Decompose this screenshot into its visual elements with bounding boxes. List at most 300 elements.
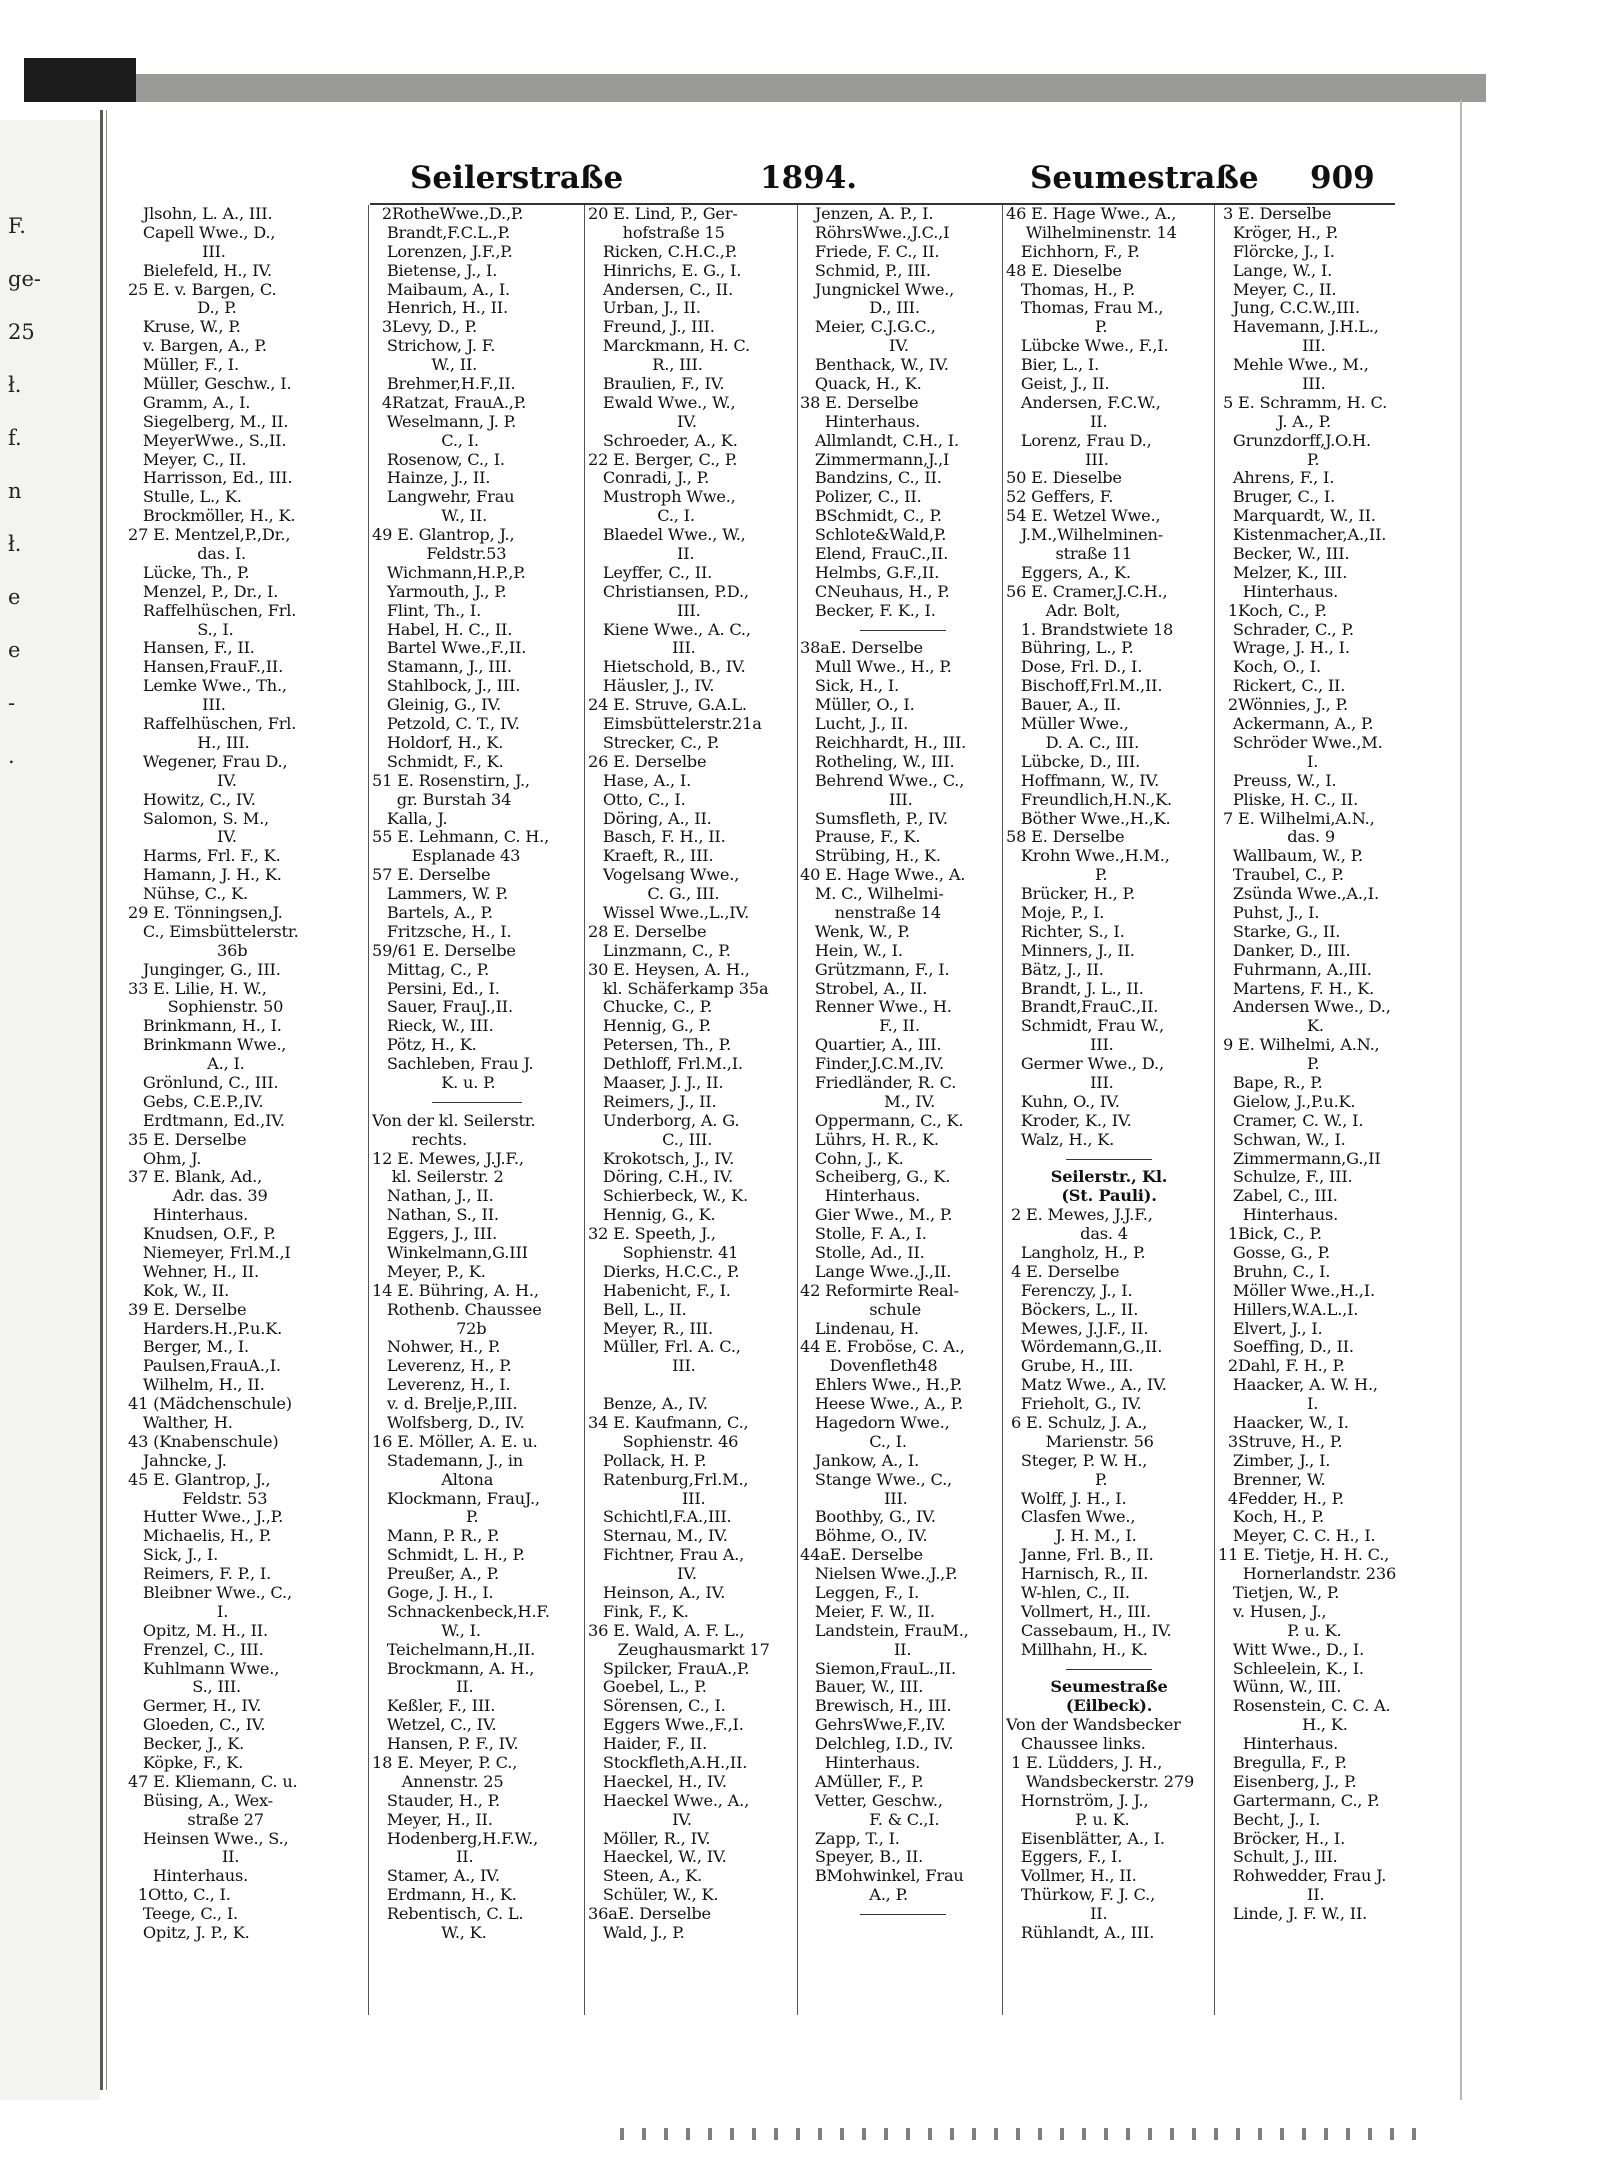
directory-entry: Zabel, C., III. bbox=[1218, 1187, 1338, 1206]
directory-entry: Wördemann,G.,II. bbox=[1006, 1338, 1163, 1357]
directory-entry: 3 E. Derselbe bbox=[1218, 205, 1332, 223]
directory-entry: Sachleben, Frau J. bbox=[372, 1055, 534, 1074]
directory-entry: Schierbeck, W., K. bbox=[588, 1187, 748, 1206]
directory-entry: Mustroph Wwe., bbox=[588, 488, 736, 507]
directory-entry: 36 E. Wald, A. F. L., bbox=[588, 1621, 745, 1640]
directory-entry: Reimers, J., II. bbox=[588, 1092, 717, 1111]
directory-entry: III. bbox=[588, 601, 701, 620]
directory-entry: Chucke, C., P. bbox=[588, 998, 713, 1017]
directory-entry: Eggers, F., I. bbox=[1006, 1848, 1123, 1867]
directory-entry: Benze, A., IV. bbox=[588, 1395, 708, 1414]
directory-entry: Hinterhaus. bbox=[800, 412, 921, 431]
directory-entry: IV. bbox=[800, 337, 909, 356]
section-rule bbox=[1006, 1660, 1212, 1679]
directory-entry: 1Otto, C., I. bbox=[128, 1886, 231, 1905]
directory-entry: Fink, F., K. bbox=[588, 1602, 689, 1621]
directory-entry: Müller Wwe., bbox=[1006, 715, 1129, 734]
directory-entry: Lücke, Th., P. bbox=[128, 563, 250, 582]
directory-entry: Berger, M., I. bbox=[128, 1338, 249, 1357]
directory-entry: P. bbox=[1006, 1470, 1108, 1489]
directory-entry: Brinkmann, H., I. bbox=[128, 1017, 282, 1036]
directory-entry: 18 E. Meyer, P. C., bbox=[372, 1754, 518, 1773]
directory-entry: Mull Wwe., H., P. bbox=[800, 658, 952, 677]
directory-entry: 25 E. v. Bargen, C. bbox=[128, 280, 277, 299]
directory-entry: Thürkow, F. J. C., bbox=[1006, 1886, 1156, 1905]
directory-entry: III. bbox=[128, 242, 226, 261]
directory-entry: III. bbox=[588, 1489, 706, 1508]
directory-entry: Heese Wwe., A., P. bbox=[800, 1395, 963, 1414]
directory-entry: 36b bbox=[128, 941, 248, 960]
directory-entry: Fritzsche, H., I. bbox=[372, 922, 512, 941]
directory-entry: Stahlbock, J., III. bbox=[372, 677, 521, 696]
directory-entry: Pötz, H., K. bbox=[372, 1036, 477, 1055]
directory-entry: 39 E. Derselbe bbox=[128, 1300, 247, 1319]
directory-entry: Gosse, G., P. bbox=[1218, 1243, 1330, 1262]
directory-entry: straße 27 bbox=[128, 1810, 264, 1829]
directory-entry: Gramm, A., I. bbox=[128, 393, 251, 412]
directory-entry: Bell, L., II. bbox=[588, 1300, 687, 1319]
directory-entry: Schmidt, L. H., P. bbox=[372, 1546, 525, 1565]
directory-entry: 46 E. Hage Wwe., A., bbox=[1006, 205, 1177, 223]
directory-entry: II. bbox=[372, 1848, 474, 1867]
page-gutter-inner bbox=[106, 110, 107, 2090]
directory-entry: III. bbox=[1006, 450, 1109, 469]
directory-entry: Raffelhüschen, Frl. bbox=[128, 601, 297, 620]
directory-entry: Marckmann, H. C. bbox=[588, 337, 750, 356]
directory-entry: Kruse, W., P. bbox=[128, 318, 241, 337]
directory-entry: Strichow, J. F. bbox=[372, 337, 496, 356]
directory-entry: Hinterhaus. bbox=[800, 1754, 921, 1773]
directory-entry: Haeckel Wwe., A., bbox=[588, 1791, 750, 1810]
directory-entry: Bandzins, C., II. bbox=[800, 469, 942, 488]
directory-entry: C., I. bbox=[372, 431, 479, 450]
directory-entry: Hinrichs, E. G., I. bbox=[588, 261, 742, 280]
scan-border-top bbox=[136, 74, 1486, 102]
directory-entry: Teege, C., I. bbox=[128, 1905, 238, 1924]
directory-entry: Strübing, H., K. bbox=[800, 847, 941, 866]
directory-entry: Vollmert, H., III. bbox=[1006, 1602, 1151, 1621]
previous-page-fragment: - bbox=[8, 691, 16, 715]
directory-entry: S., III. bbox=[128, 1678, 241, 1697]
directory-entry: Vollmer, H., II. bbox=[1006, 1867, 1137, 1886]
directory-entry: Stolle, Ad., II. bbox=[800, 1243, 925, 1262]
directory-entry: rechts. bbox=[372, 1130, 467, 1149]
directory-entry: 40 E. Hage Wwe., A. bbox=[800, 866, 966, 885]
header-year: 1894. bbox=[760, 160, 858, 196]
directory-entry: Böther Wwe.,H.,K. bbox=[1006, 809, 1171, 828]
directory-entry: Hansen,FrauF.,II. bbox=[128, 658, 284, 677]
directory-entry: Von der Wandsbecker bbox=[1006, 1716, 1181, 1735]
directory-entry: Leverenz, H., P. bbox=[372, 1357, 512, 1376]
directory-entry: Scheiberg, G., K. bbox=[800, 1168, 951, 1187]
directory-entry: Henrich, H., II. bbox=[372, 299, 508, 318]
directory-entry: Lemke Wwe., Th., bbox=[128, 677, 287, 696]
directory-entry: Zapp, T., I. bbox=[800, 1829, 900, 1848]
directory-entry: Danker, D., III. bbox=[1218, 941, 1351, 960]
column-divider bbox=[797, 205, 798, 2015]
directory-entry: Bruger, C., I. bbox=[1218, 488, 1336, 507]
directory-entry: 38aE. Derselbe bbox=[800, 639, 923, 658]
directory-entry: Starke, G., II. bbox=[1218, 922, 1341, 941]
directory-entry: Underborg, A. G. bbox=[588, 1111, 740, 1130]
directory-entry: R., III. bbox=[588, 356, 703, 375]
directory-entry: Fuhrmann, A.,III. bbox=[1218, 960, 1372, 979]
directory-entry: 16 E. Möller, A. E. u. bbox=[372, 1432, 538, 1451]
directory-entry: Jankow, A., I. bbox=[800, 1451, 920, 1470]
directory-entry: Siemon,FrauL.,II. bbox=[800, 1659, 956, 1678]
directory-entry: Siegelberg, M., II. bbox=[128, 412, 289, 431]
directory-entry: IV. bbox=[128, 771, 237, 790]
directory-entry: Witt Wwe., D., I. bbox=[1218, 1640, 1365, 1659]
directory-entry: Richter, S., I. bbox=[1006, 922, 1125, 941]
page-right-edge bbox=[1460, 100, 1462, 2100]
directory-entry: Rosenstein, C. C. A. bbox=[1218, 1697, 1391, 1716]
directory-entry: Adr. Bolt, bbox=[1006, 601, 1121, 620]
directory-entry: Gier Wwe., M., P. bbox=[800, 1206, 953, 1225]
directory-entry: Bartel Wwe.,F.,II. bbox=[372, 639, 527, 658]
directory-entry: J. H. M., I. bbox=[1006, 1527, 1137, 1546]
directory-entry: Langwehr, Frau bbox=[372, 488, 515, 507]
directory-entry: Andersen, F.C.W., bbox=[1006, 393, 1161, 412]
directory-entry: Otto, C., I. bbox=[588, 790, 686, 809]
directory-entry: Wilhelm, H., II. bbox=[128, 1376, 265, 1395]
directory-entry: C. G., III. bbox=[588, 885, 720, 904]
directory-entry: Stockfleth,A.H.,II. bbox=[588, 1754, 748, 1773]
previous-page-margin-text bbox=[0, 200, 96, 783]
directory-entry: Bleibner Wwe., C., bbox=[128, 1584, 292, 1603]
directory-entry: Eisenblätter, A., I. bbox=[1006, 1829, 1165, 1848]
section-heading: (Eilbeck). bbox=[1065, 1697, 1153, 1716]
directory-entry: Kuhn, O., IV. bbox=[1006, 1092, 1120, 1111]
directory-entry: Hillers,W.A.L.,I. bbox=[1218, 1300, 1359, 1319]
directory-entry: Matz Wwe., A., IV. bbox=[1006, 1376, 1167, 1395]
directory-entry: C., I. bbox=[588, 507, 695, 526]
directory-entry: Sauer, FrauJ.,II. bbox=[372, 998, 513, 1017]
directory-entry: Harms, Frl. F., K. bbox=[128, 847, 281, 866]
directory-entry: Wandsbeckerstr. 279 bbox=[1006, 1772, 1195, 1791]
directory-entry: Ohm, J. bbox=[128, 1149, 202, 1168]
directory-entry: Winkelmann,G.III bbox=[372, 1243, 528, 1262]
directory-entry: Ratenburg,Frl.M., bbox=[588, 1470, 749, 1489]
directory-entry: Müller, O., I. bbox=[800, 696, 915, 715]
directory-entry: Hamann, J. H., K. bbox=[128, 866, 282, 885]
directory-entry: M. C., Wilhelmi- bbox=[800, 885, 944, 904]
column-divider bbox=[368, 205, 369, 2015]
directory-entry: Harrisson, Ed., III. bbox=[128, 469, 293, 488]
directory-entry: Stolle, F. A., I. bbox=[800, 1225, 927, 1244]
column-divider bbox=[1002, 205, 1003, 2015]
directory-entry: 50 E. Dieselbe bbox=[1006, 469, 1122, 488]
directory-entry: Zsünda Wwe.,A.,I. bbox=[1218, 885, 1379, 904]
directory-entry: Landstein, FrauM., bbox=[800, 1621, 969, 1640]
directory-entry: Brandt,F.C.L.,P. bbox=[372, 223, 510, 242]
directory-entry: Kroder, K., IV. bbox=[1006, 1111, 1132, 1130]
directory-entry: Bielefeld, H., IV. bbox=[128, 261, 272, 280]
directory-entry: Elvert, J., I. bbox=[1218, 1319, 1323, 1338]
directory-entry: Harnisch, R., II. bbox=[1006, 1565, 1149, 1584]
directory-entry: Conradi, J., P. bbox=[588, 469, 710, 488]
directory-entry: I. bbox=[1218, 752, 1319, 771]
directory-entry: Prause, F., K. bbox=[800, 828, 921, 847]
directory-entry: Vogelsang Wwe., bbox=[588, 866, 740, 885]
directory-entry: Eimsbüttelerstr.21a bbox=[588, 715, 762, 734]
directory-entry: 44aE. Derselbe bbox=[800, 1546, 923, 1565]
directory-entry: Puhst, J., I. bbox=[1218, 903, 1320, 922]
directory-entry: J. A., P. bbox=[1218, 412, 1331, 431]
directory-entry: Friede, F. C., II. bbox=[800, 242, 940, 261]
directory-entry: Kuhlmann Wwe., bbox=[128, 1659, 280, 1678]
directory-entry: Hinterhaus. bbox=[1218, 582, 1339, 601]
directory-entry: Habenicht, F., I. bbox=[588, 1281, 731, 1300]
directory-entry: Kraeft, R., III. bbox=[588, 847, 714, 866]
directory-entry: Linzmann, C., P. bbox=[588, 941, 731, 960]
directory-entry: D., P. bbox=[128, 299, 237, 318]
directory-entry bbox=[588, 1376, 796, 1395]
directory-entry: III. bbox=[1006, 1036, 1114, 1055]
directory-entry: W., II. bbox=[372, 356, 478, 375]
directory-entry: Thomas, Frau M., bbox=[1006, 299, 1164, 318]
directory-entry: Brockmann, A. H., bbox=[372, 1659, 535, 1678]
directory-entry: Chaussee links. bbox=[1006, 1735, 1146, 1754]
directory-entry: Stulle, L., K. bbox=[128, 488, 242, 507]
directory-entry: Flint, Th., I. bbox=[372, 601, 482, 620]
directory-entry: Hinterhaus. bbox=[1218, 1735, 1339, 1754]
directory-entry: H., K. bbox=[1218, 1716, 1348, 1735]
directory-entry: Brandt, J. L., II. bbox=[1006, 979, 1144, 998]
directory-entry: Tietjen, W., P. bbox=[1218, 1584, 1340, 1603]
directory-entry: Persini, Ed., I. bbox=[372, 979, 500, 998]
directory-entry: Mittag, C., P. bbox=[372, 960, 490, 979]
directory-entry: Martens, F. H., K. bbox=[1218, 979, 1375, 998]
directory-entry: Geist, J., II. bbox=[1006, 375, 1110, 394]
directory-entry: 48 E. Dieselbe bbox=[1006, 261, 1122, 280]
directory-entry: Schlote&Wald,P. bbox=[800, 526, 947, 545]
directory-entry: Friedländer, R. C. bbox=[800, 1073, 957, 1092]
directory-entry: Ackermann, A., P. bbox=[1218, 715, 1374, 734]
directory-entry: Haacker, A. W. H., bbox=[1218, 1376, 1378, 1395]
section-rule bbox=[800, 621, 1006, 640]
directory-entry: 29 E. Tönningsen,J. bbox=[128, 903, 283, 922]
directory-entry: Schleelein, K., I. bbox=[1218, 1659, 1364, 1678]
directory-entry: Wetzel, C., IV. bbox=[372, 1716, 497, 1735]
directory-entry: Cohn, J., K. bbox=[800, 1149, 904, 1168]
directory-entry: 20 E. Lind, P., Ger- bbox=[588, 205, 738, 223]
directory-entry: Hornström, J. J., bbox=[1006, 1791, 1149, 1810]
directory-entry: Melzer, K., III. bbox=[1218, 563, 1348, 582]
directory-entry: Mewes, J.J.F., II. bbox=[1006, 1319, 1149, 1338]
directory-entry: D., III. bbox=[800, 299, 920, 318]
directory-entry: Erdmann, H., K. bbox=[372, 1886, 517, 1905]
directory-entry: Rohwedder, Frau J. bbox=[1218, 1867, 1387, 1886]
directory-entry: Stauder, H., P. bbox=[372, 1791, 501, 1810]
directory-entry: Gleinig, G., IV. bbox=[372, 696, 501, 715]
directory-entry: Eichhorn, F., P. bbox=[1006, 242, 1140, 261]
directory-entry: 1 E. Lüdders, J. H., bbox=[1006, 1754, 1163, 1773]
directory-entry: 33 E. Lilie, H. W., bbox=[128, 979, 267, 998]
directory-entry: Knudsen, O.F., P. bbox=[128, 1225, 276, 1244]
directory-entry: Jungnickel Wwe., bbox=[800, 280, 955, 299]
directory-entry: Schrader, C., P. bbox=[1218, 620, 1354, 639]
directory-entry: Haeckel, W., IV. bbox=[588, 1848, 727, 1867]
directory-entry: 1. Brandstwiete 18 bbox=[1006, 620, 1174, 639]
directory-entry: W., II. bbox=[372, 507, 488, 526]
directory-entry: Benthack, W., IV. bbox=[800, 356, 949, 375]
directory-entry: BMohwinkel, Frau bbox=[800, 1867, 964, 1886]
directory-entry: Meyer, C. C. H., I. bbox=[1218, 1527, 1376, 1546]
directory-entry: Hornerlandstr. 236 bbox=[1218, 1565, 1397, 1584]
directory-entry: Grunzdorff,J.O.H. bbox=[1218, 431, 1371, 450]
directory-entry: Behrend Wwe., C., bbox=[800, 771, 965, 790]
directory-entry: P. bbox=[1218, 450, 1320, 469]
directory-entry: RöhrsWwe.,J.C.,I bbox=[800, 223, 950, 242]
directory-entry: Zeughausmarkt 17 bbox=[588, 1640, 770, 1659]
directory-entry: Weselmann, J. P. bbox=[372, 412, 517, 431]
directory-entry: Bauer, W., III. bbox=[800, 1678, 924, 1697]
directory-entry: Zimmermann,J.,I bbox=[800, 450, 950, 469]
directory-entry: Bröcker, H., I. bbox=[1218, 1829, 1346, 1848]
directory-entry: Nathan, J., II. bbox=[372, 1187, 494, 1206]
directory-entry: III. bbox=[588, 1357, 696, 1376]
directory-entry: II. bbox=[1006, 1905, 1108, 1924]
directory-entry: Freund, J., III. bbox=[588, 318, 715, 337]
directory-entry: M., IV. bbox=[800, 1092, 936, 1111]
directory-entry: Häusler, J., IV. bbox=[588, 677, 715, 696]
directory-entry: Grönlund, C., III. bbox=[128, 1073, 279, 1092]
directory-entry: IV. bbox=[128, 828, 237, 847]
directory-entry: Cramer, C. W., I. bbox=[1218, 1111, 1364, 1130]
directory-entry: Linde, J. F. W., II. bbox=[1218, 1905, 1368, 1924]
directory-entry: Gebs, C.E.P.,IV. bbox=[128, 1092, 264, 1111]
directory-entry: Kalla, J. bbox=[372, 809, 448, 828]
directory-entry: Erdtmann, Ed.,IV. bbox=[128, 1111, 285, 1130]
directory-entry: Jlsohn, L. A., III. bbox=[128, 205, 273, 223]
directory-entry: Petzold, C. T., IV. bbox=[372, 715, 520, 734]
directory-entry: Hinterhaus. bbox=[1218, 1206, 1339, 1225]
section-rule bbox=[1006, 1150, 1212, 1169]
directory-entry: Grube, H., III. bbox=[1006, 1357, 1134, 1376]
directory-entry: 30 E. Heysen, A. H., bbox=[588, 960, 750, 979]
directory-entry: Preuss, W., I. bbox=[1218, 771, 1337, 790]
directory-entry: Sörensen, C., I. bbox=[588, 1697, 726, 1716]
directory-entry: Teichelmann,H.,II. bbox=[372, 1640, 536, 1659]
directory-entry: Lammers, W. P. bbox=[372, 885, 508, 904]
directory-entry: Wichmann,H.P.,P. bbox=[372, 563, 526, 582]
directory-entry: Clasfen Wwe., bbox=[1006, 1508, 1136, 1527]
directory-entry: Meyer, C., II. bbox=[1218, 280, 1337, 299]
directory-entry: Yarmouth, J., P. bbox=[372, 582, 507, 601]
directory-entry: Frieholt, G., IV. bbox=[1006, 1395, 1142, 1414]
directory-entry: Elend, FrauC.,II. bbox=[800, 545, 949, 564]
directory-entry: v. d. Brelje,P.,III. bbox=[372, 1395, 518, 1414]
directory-entry: Sick, H., I. bbox=[800, 677, 899, 696]
directory-entry: Nielsen Wwe.,J.,P. bbox=[800, 1565, 958, 1584]
directory-entry: III. bbox=[128, 696, 226, 715]
directory-entry: Nathan, S., II. bbox=[372, 1206, 499, 1225]
directory-entry: Hinterhaus. bbox=[800, 1187, 921, 1206]
directory-entry: Howitz, C., IV. bbox=[128, 790, 256, 809]
directory-column-1 bbox=[128, 205, 366, 2035]
directory-entry: 4 E. Derselbe bbox=[1006, 1262, 1120, 1281]
directory-entry: Schüler, W., K. bbox=[588, 1886, 719, 1905]
directory-entry: Jenzen, A. P., I. bbox=[800, 205, 934, 223]
directory-entry: Mehle Wwe., M., bbox=[1218, 356, 1369, 375]
directory-entry: A., I. bbox=[128, 1055, 245, 1074]
directory-entry: Frenzel, C., III. bbox=[128, 1640, 264, 1659]
directory-entry: 6 E. Schulz, J. A., bbox=[1006, 1414, 1148, 1432]
directory-entry: 72b bbox=[372, 1319, 487, 1338]
directory-entry: 36aE. Derselbe bbox=[588, 1905, 711, 1924]
directory-entry: W-hlen, C., II. bbox=[1006, 1584, 1130, 1603]
directory-entry: Cassebaum, H., IV. bbox=[1006, 1621, 1172, 1640]
directory-entry: S., I. bbox=[128, 620, 234, 639]
directory-entry: Kiene Wwe., A. C., bbox=[588, 620, 751, 639]
directory-entry: Rickert, C., II. bbox=[1218, 677, 1346, 696]
directory-entry: Sick, J., I. bbox=[128, 1546, 219, 1565]
directory-entry: 3Struve, H., P. bbox=[1218, 1432, 1343, 1451]
directory-entry: Strecker, C., P. bbox=[588, 733, 720, 752]
directory-entry: Bischoff,Frl.M.,II. bbox=[1006, 677, 1163, 696]
directory-entry: W., I. bbox=[372, 1621, 481, 1640]
directory-entry: Altona bbox=[372, 1470, 494, 1489]
directory-entry: Oppermann, C., K. bbox=[800, 1111, 964, 1130]
directory-entry: Christiansen, P.D., bbox=[588, 582, 749, 601]
directory-entry: Rothenb. Chaussee bbox=[372, 1300, 542, 1319]
directory-entry: 38 E. Derselbe bbox=[800, 393, 919, 412]
directory-entry: I. bbox=[1218, 1395, 1319, 1414]
page-header bbox=[390, 160, 1400, 204]
directory-entry: Ehlers Wwe., H.,P. bbox=[800, 1376, 963, 1395]
directory-entry: Leverenz, H., I. bbox=[372, 1376, 511, 1395]
directory-entry: Krohn Wwe.,H.M., bbox=[1006, 847, 1170, 866]
directory-column-5 bbox=[1006, 205, 1212, 2035]
directory-entry: Eggers, J., III. bbox=[372, 1225, 498, 1244]
directory-column-3 bbox=[588, 205, 796, 2035]
directory-entry: Müller, Geschw., I. bbox=[128, 375, 292, 394]
previous-page-fragment: ł. bbox=[8, 532, 22, 556]
directory-entry: Eggers Wwe.,F.,I. bbox=[588, 1716, 744, 1735]
directory-entry: Quartier, A., III. bbox=[800, 1036, 942, 1055]
directory-entry: Schmidt, F., K. bbox=[372, 752, 504, 771]
directory-entry: Boothby, G., IV. bbox=[800, 1508, 936, 1527]
directory-entry: Hansen, P. F., IV. bbox=[372, 1735, 519, 1754]
directory-entry: Gloeden, C., IV. bbox=[128, 1716, 266, 1735]
directory-entry: 11 E. Tietje, H. H. C., bbox=[1218, 1546, 1390, 1565]
directory-entry: Wenk, W., P. bbox=[800, 922, 910, 941]
directory-entry: 52 Geffers, F. bbox=[1006, 488, 1114, 507]
directory-entry: Jahncke, J. bbox=[128, 1451, 227, 1470]
directory-entry: Gielow, J.,P.u.K. bbox=[1218, 1092, 1356, 1111]
directory-entry: Dierks, H.C.C., P. bbox=[588, 1262, 740, 1281]
page-gutter bbox=[100, 110, 103, 2090]
directory-entry: 45 E. Glantrop, J., bbox=[128, 1470, 271, 1489]
directory-entry: 57 E. Derselbe bbox=[372, 866, 491, 885]
directory-entry: J.M.,Wilhelminen- bbox=[1006, 526, 1163, 545]
directory-entry: 44 E. Froböse, C. A., bbox=[800, 1338, 965, 1357]
directory-entry: Havemann, J.H.L., bbox=[1218, 318, 1379, 337]
directory-entry: Schroeder, A., K. bbox=[588, 431, 738, 450]
directory-entry: Kistenmacher,A.,II. bbox=[1218, 526, 1387, 545]
section-rule bbox=[800, 1905, 1006, 1924]
directory-entry: 3Levy, D., P. bbox=[372, 318, 477, 337]
directory-entry: Lorenz, Frau D., bbox=[1006, 431, 1152, 450]
directory-entry: Thomas, H., P. bbox=[1006, 280, 1135, 299]
directory-entry: Maaser, J. J., II. bbox=[588, 1073, 724, 1092]
directory-entry: 27 E. Mentzel,P.,Dr., bbox=[128, 526, 291, 545]
directory-entry: II. bbox=[128, 1848, 240, 1867]
directory-entry: Preußer, A., P. bbox=[372, 1565, 499, 1584]
directory-entry: Adr. das. 39 bbox=[128, 1187, 268, 1206]
directory-entry: Mann, P. R., P. bbox=[372, 1527, 500, 1546]
